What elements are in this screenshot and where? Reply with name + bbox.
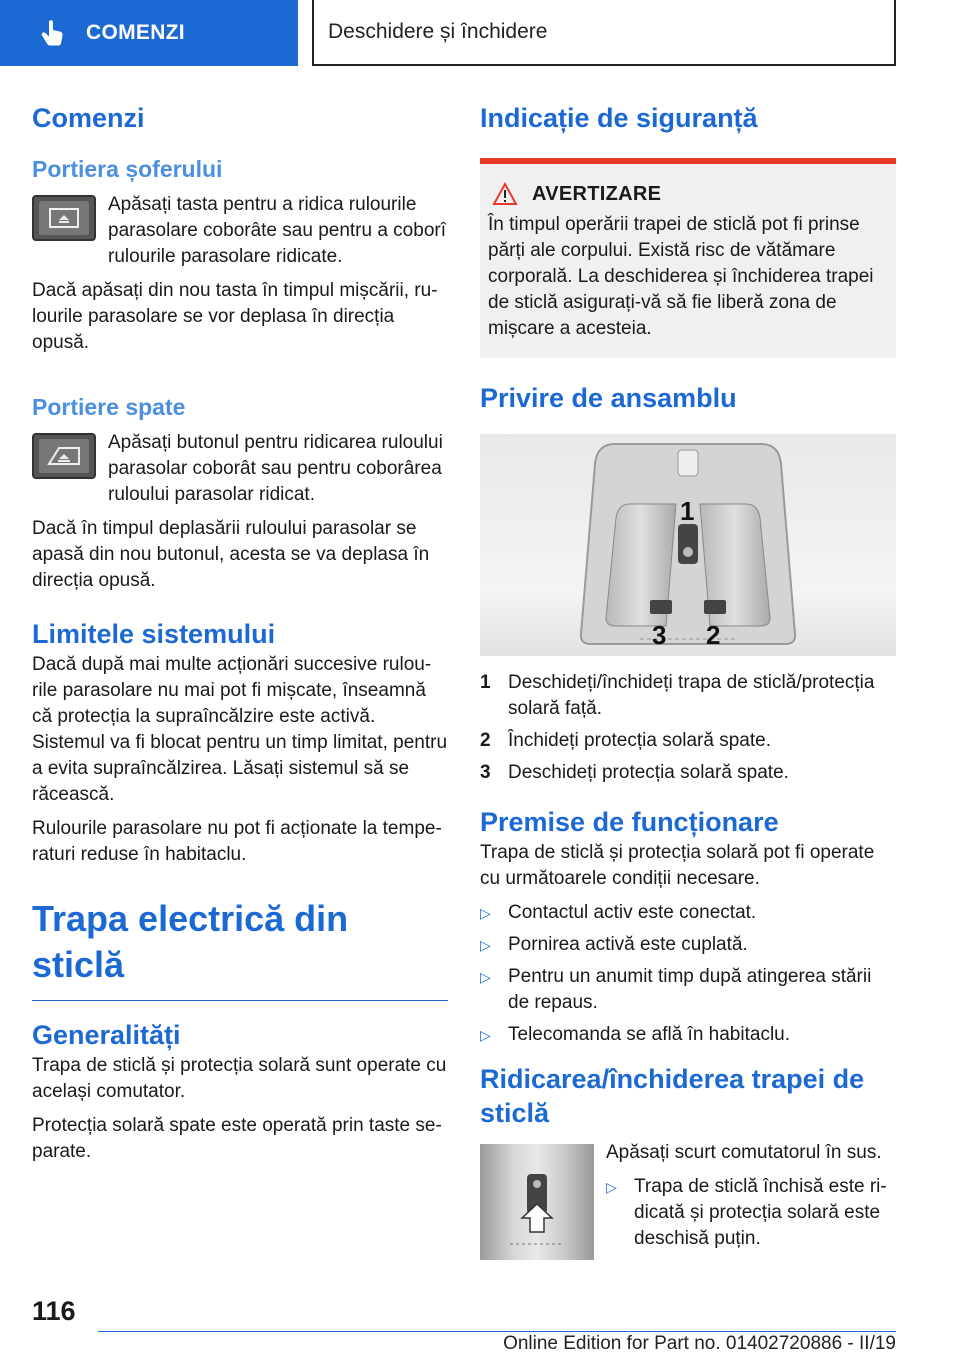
general-heading: Generalități bbox=[32, 1020, 181, 1050]
bullet-triangle-icon: ▷ bbox=[480, 969, 491, 985]
general-text-2: Protecția solară spate este operată prin taste separate. bbox=[32, 1115, 442, 1162]
list-item: 3 Deschideți protecția solară spate. bbox=[480, 762, 789, 783]
raise-close-heading: Ridicarea/închiderea trapei de sticlă bbox=[480, 1064, 865, 1128]
sunroof-title: Trapa electrică din sticlă bbox=[32, 898, 349, 985]
edition-text: Online Edition for Part no. 01402720886 - II/19 bbox=[503, 1333, 896, 1354]
bullet-triangle-icon: ▷ bbox=[480, 937, 491, 953]
driver-sunblind-button-icon bbox=[32, 195, 96, 241]
rear-doors-block bbox=[32, 430, 448, 594]
bullet-triangle-icon: ▷ bbox=[480, 905, 491, 921]
bullet-triangle-icon: ▷ bbox=[606, 1179, 617, 1195]
warning-label: AVERTIZARE bbox=[532, 182, 662, 205]
driver-door-heading: Portiera șoferului bbox=[32, 156, 223, 182]
list-item: 1 Deschideți/închideți trapa de sticlă/protecția solară față. bbox=[480, 672, 875, 719]
callout-1: 1 bbox=[680, 496, 695, 526]
switch-photo bbox=[480, 1144, 594, 1260]
prerequisites-text: Trapa de sticlă și protecția solară pot fi operate cu următoarele condiții necesare. bbox=[480, 842, 875, 889]
prerequisites-list bbox=[480, 900, 896, 1048]
driver-door-block bbox=[32, 192, 448, 356]
general-text-1: Trapa de sticlă și protecția solară sunt operate cu același comutator. bbox=[32, 1055, 447, 1102]
overview-heading: Privire de ansamblu bbox=[480, 383, 737, 413]
driver-door-text-1: Apăsați tasta pentru a ridica rulourile parasolare coborâte sau pentru a coborî rulourile parasolare ridicate. bbox=[108, 194, 446, 267]
list-item: ▷ Pentru un anumit timp după atingerea stării de repaus. bbox=[480, 964, 896, 1016]
callout-3: 3 bbox=[652, 620, 667, 650]
section-tab[interactable] bbox=[0, 0, 298, 66]
warning-box bbox=[480, 158, 896, 358]
warning-text: În timpul operării trapei de sticlă pot fi prinse părți ale corpului. Există risc de vătămare corporală. La deschiderea și închiderea trapei de sticlă asigurați-vă să fie liberă zona de mișcare a acesteia. bbox=[488, 214, 874, 339]
system-limits-text-1: Dacă după mai multe acționări succesive rulourile parasolare nu mai pot fi mișcate, înseamnă că protecția la supraîncălzire este activă. Sistemul va fi blocat pentru un timp limitat, pentru a evita supraîncălzirea. Lăsați sistemul să se răcească. bbox=[32, 654, 448, 805]
list-item: 2 Închideți protecția solară spate. bbox=[480, 730, 771, 751]
section-label: COMENZI bbox=[86, 21, 185, 44]
rear-doors-heading: Portiere spate bbox=[32, 394, 186, 420]
bullet-triangle-icon: ▷ bbox=[480, 1027, 491, 1043]
safety-heading: Indicație de siguranță bbox=[480, 103, 758, 133]
pointing-hand-icon bbox=[38, 18, 68, 48]
warning-triangle-icon bbox=[492, 182, 518, 206]
system-limits-text-2: Rulourile parasolare nu pot fi acționate la temperaturi reduse în habitaclu. bbox=[32, 818, 442, 865]
raise-close-text: Apăsați scurt comutatorul în sus. bbox=[606, 1142, 882, 1163]
chapter-title: Deschidere și închidere bbox=[328, 20, 548, 43]
commands-heading: Comenzi bbox=[32, 103, 145, 133]
chapter-header bbox=[312, 0, 896, 66]
rear-sunblind-button-icon bbox=[32, 433, 96, 479]
list-item: ▷ Pornirea activă este cuplată. bbox=[480, 932, 896, 958]
driver-door-text-2: Dacă apăsați din nou tasta în timpul mișcării, rulourile parasolare se vor deplasa în direcția opusă. bbox=[32, 280, 438, 353]
callout-2: 2 bbox=[706, 620, 721, 650]
system-limits-heading: Limitele sistemului bbox=[32, 619, 276, 649]
footer-divider bbox=[98, 1331, 896, 1332]
rear-doors-text-2: Dacă în timpul deplasării ruloului parasolar se apasă din nou butonul, acesta se va deplasa în direcția opusă. bbox=[32, 518, 430, 591]
left-column bbox=[32, 100, 448, 1165]
raise-close-block bbox=[480, 1140, 896, 1260]
roof-console-photo bbox=[480, 434, 896, 656]
list-item: ▷ Trapa de sticlă închisă este ridicată și protecția solară este deschisă puțin. bbox=[606, 1174, 896, 1252]
list-item: ▷ Contactul activ este conectat. bbox=[480, 900, 896, 926]
page-number: 116 bbox=[32, 1296, 76, 1326]
prerequisites-heading: Premise de funcționare bbox=[480, 807, 779, 837]
right-column bbox=[480, 100, 896, 1260]
rear-doors-text-1: Apăsați butonul pentru ridicarea ruloului parasolar coborât sau pentru coborârea ruloului parasolar ridicat. bbox=[108, 432, 443, 505]
overview-list bbox=[480, 670, 896, 786]
title-divider bbox=[32, 1000, 448, 1001]
list-item: ▷ Telecomanda se află în habitaclu. bbox=[480, 1022, 896, 1048]
